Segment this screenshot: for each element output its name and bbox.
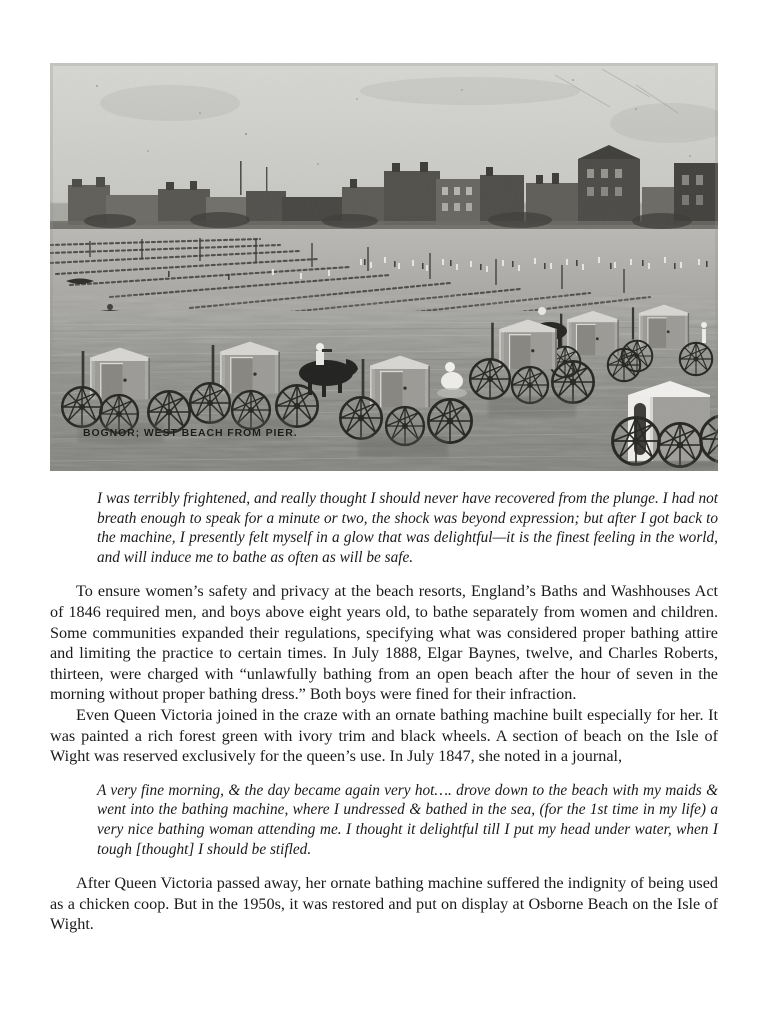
paragraph-chicken-coop: After Queen Victoria passed away, her ornate bathing machine suffered the indignity of being used as a chicken coop. But in the 1950s, it was restored and put on display at Osborne Beach on the Isle of Wight. [50, 874, 718, 934]
spacer [50, 859, 718, 873]
blockquote-victoria-journal-text: A very fine morning, & the day became again very hot…. drove down to the beach with my maids & went into the bathing machine, where I undressed & bathed in the sea, (for the 1st time in my life) a very nice bathing woman attending me. I thought it delightful till I put my head under water, when I tough [thought] I should be stifled. [97, 781, 718, 858]
article-text-body [50, 489, 718, 935]
blockquote-first-account [97, 489, 718, 567]
blockquote-first-account-text: I was terribly frightened, and really thought I should never have recovered from the plunge. I had not breath enough to speak for a minute or two, the shock was beyond expression; but after I got back to the machine, I presently felt myself in a glow that was delightful—it is the finest feeling in the world, and will induce me to bathe as often as will be safe. [97, 490, 718, 566]
photo-caption-in-image [83, 427, 298, 439]
paragraph-bathing-regulations: To ensure women’s safety and privacy at the beach resorts, England’s Baths and Washhouses Act of 1846 required men, and boys above eight years old, to bathe separately from women and children. Some communities expanded their regulations, specifying what was considered proper bathing attire and limiting the practice to certain times. In July 1888, Elgar Baynes, twelve, and Charles Roberts, thirteen, were charged with “unlawfully bathing from an open beach after the hour of seven in the morning without proper bathing dress.” Both boys were fined for their infraction. [50, 582, 718, 704]
paragraph-queen-victoria: Even Queen Victoria joined in the craze with an ornate bathing machine built especially for her. It was painted a rich forest green with ivory trim and black wheels. A section of beach on the Isle of Wight was reserved exclusively for the queen’s use. In July 1847, she noted in a journal, [50, 705, 718, 766]
historical-photograph [50, 63, 718, 471]
photograph-artwork [50, 63, 718, 471]
photo-caption-text: BOGNOR; WEST BEACH FROM PIER. [83, 427, 298, 439]
spacer [50, 767, 718, 781]
blockquote-victoria-journal [97, 781, 718, 859]
spacer [50, 567, 718, 581]
